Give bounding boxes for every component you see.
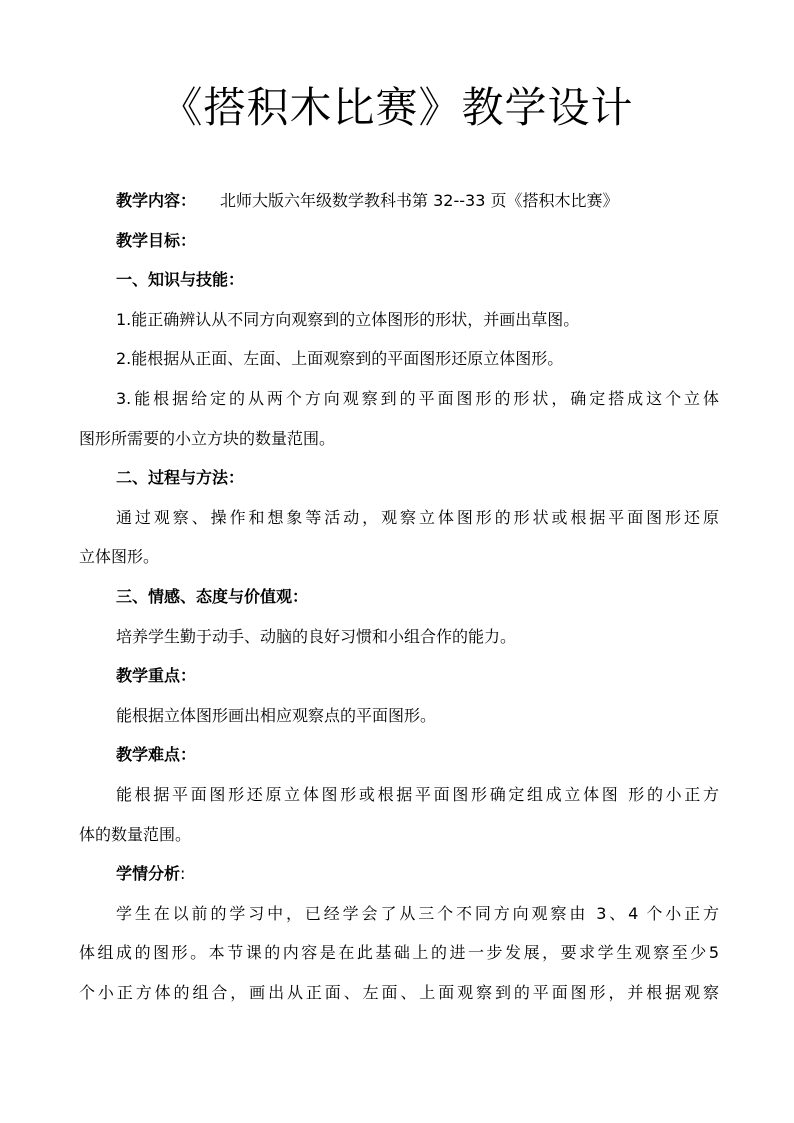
goal-item-1: 1.能正确辨认从不同方向观察到的立体图形的形状，并画出草图。 xyxy=(116,309,580,329)
analysis-line-2: 体组成的图形。本节课的内容是在此基础上的进一步发展，要求学生观察至少5 xyxy=(79,943,719,963)
goal-item-2: 2.能根据从正面、左面、上面观察到的平面图形还原立体图形。 xyxy=(116,349,564,369)
key-points-heading: 教学重点： xyxy=(116,666,197,686)
analysis-line-3: 个小正方体的组合，画出从正面、左面、上面观察到的平面图形，并根据观察 xyxy=(79,982,719,1002)
attitude-values-heading: 三、情感、态度与价值观： xyxy=(116,586,309,606)
difficulty-line-1: 能根据平面图形还原立体图形或根据平面图形确定组成立体图 形的小正方 xyxy=(116,784,719,804)
analysis-colon: : xyxy=(180,864,186,884)
key-points-text: 能根据立体图形画出相应观察点的平面图形。 xyxy=(116,705,437,725)
analysis-heading: 学情分析 xyxy=(116,864,181,884)
knowledge-skills-heading: 一、知识与技能： xyxy=(116,270,245,290)
goal-item-3-line-1: 3.能根据给定的从两个方向观察到的平面图形的形状，确定搭成这个立体 xyxy=(116,388,719,408)
teaching-content-line xyxy=(79,181,719,221)
difficulty-heading: 教学难点： xyxy=(116,745,197,765)
document-body xyxy=(79,181,719,1012)
teaching-goals-heading: 教学目标： xyxy=(116,230,197,250)
process-methods-line-2: 立体图形。 xyxy=(79,547,160,567)
process-methods-line-1: 通过观察、操作和想象等活动，观察立体图形的形状或根据平面图形还原 xyxy=(116,507,719,527)
goal-item-3-line-2: 图形所需要的小立方块的数量范围。 xyxy=(79,428,336,448)
process-methods-heading: 二、过程与方法： xyxy=(116,468,245,488)
teaching-content-label: 教学内容： xyxy=(116,191,197,210)
difficulty-line-2: 体的数量范围。 xyxy=(79,824,192,844)
attitude-values-text: 培养学生勤于动手、动脑的良好习惯和小组合作的能力。 xyxy=(116,626,517,646)
teaching-content-value: 北师大版六年级数学教科书第 32--33 页《搭积木比赛》 xyxy=(220,191,619,210)
document-title: 《搭积木比赛》教学设计 xyxy=(160,83,634,132)
analysis-line-1: 学生在以前的学习中，已经学会了从三个不同方向观察由 3、4 个小正方 xyxy=(116,903,719,923)
analysis-heading-line xyxy=(79,854,719,894)
